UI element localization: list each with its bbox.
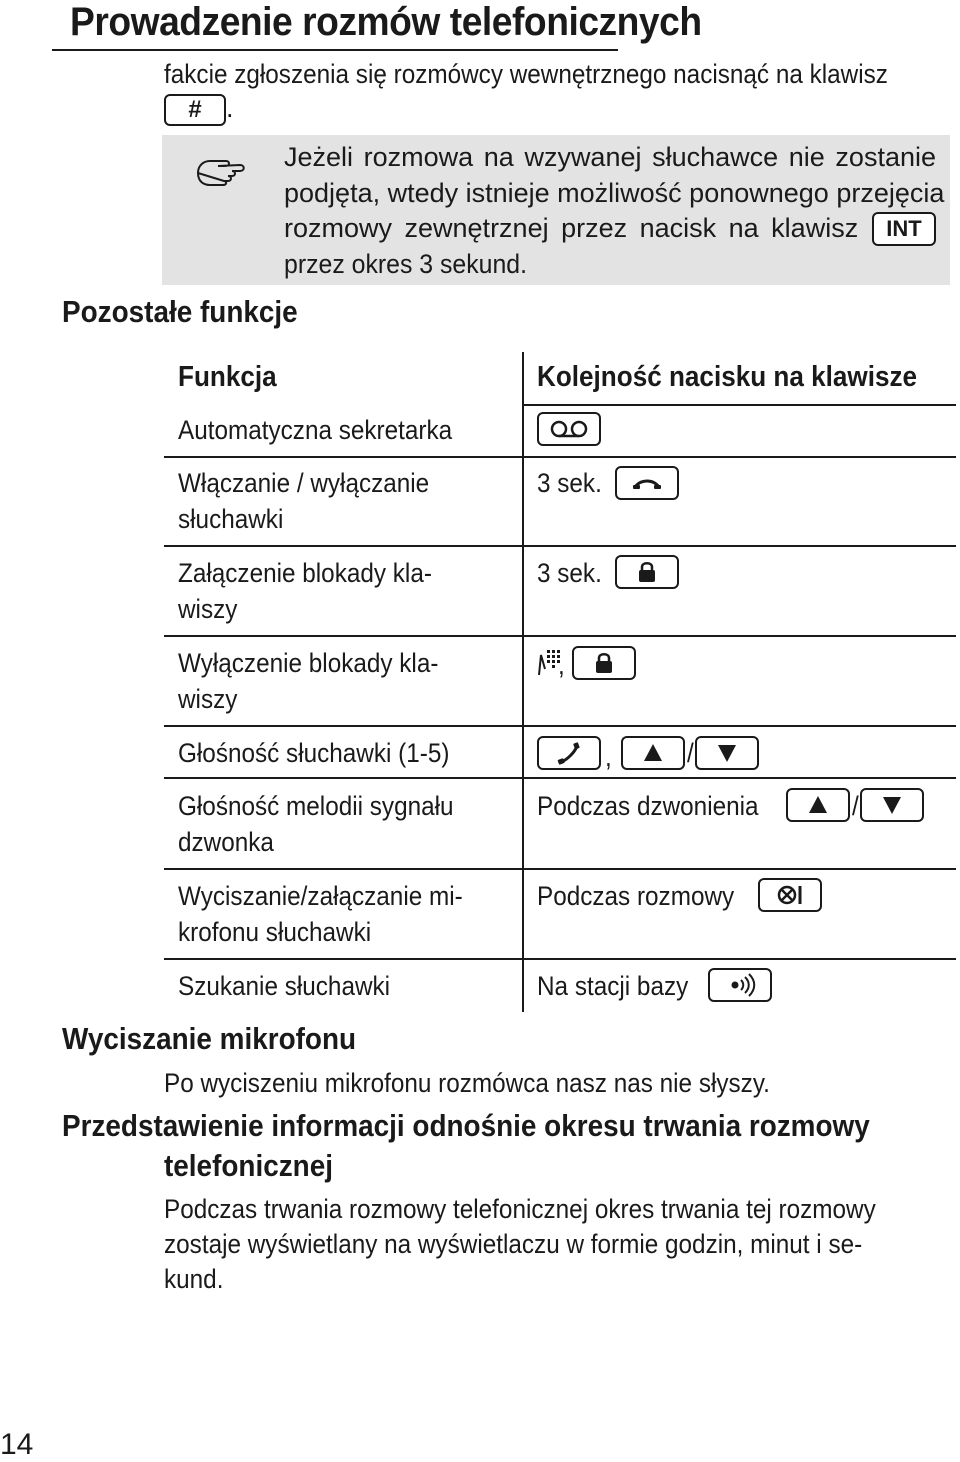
arrow-up-icon [623,738,683,768]
row-rule [164,868,956,870]
duration-text-line-3: kund. [164,1264,224,1294]
mute-microphone-icon [760,880,820,910]
section-heading-duration-cont: telefonicznej [164,1148,333,1183]
duration-text-line-1: Podczas trwania rozmowy telefonicznej okres trwania tej rozmowy [164,1194,876,1224]
int-key: INT [872,212,936,246]
paging-key [708,968,772,1002]
row-function: Wyciszanie/załączanie mi- [178,881,463,911]
table-header-function: Funkcja [178,361,277,393]
answering-machine-key [537,412,601,446]
row-sequence: Podczas dzwonienia [537,791,759,821]
arrow-down-icon [697,738,757,768]
row-function-cont: wiszy [178,594,238,624]
section-heading-other-functions: Pozostałe funkcje [62,294,298,329]
row-separator: / [687,738,694,768]
row-sequence: , [605,742,612,772]
lock-key [615,555,679,589]
row-rule [164,635,956,637]
intro-key-line [164,93,234,126]
note-line-2: podjęta, wtedy istnieje możliwość ponownego przejęcia [284,177,945,208]
row-function: Głośność melodii sygnału [178,791,454,821]
page-number: 14 [0,1428,34,1461]
row-function-cont: słuchawki [178,504,284,534]
row-rule [164,456,956,458]
row-function: Automatyczna sekretarka [178,415,453,445]
intro-text: fakcie zgłoszenia się rozmówcy wewnętrznego nacisnąć na klawisz [164,59,888,89]
note-line-3-text: rozmowy zewnętrznej przez nacisk na klawisz [284,213,859,243]
row-function-cont: krofonu słuchawki [178,917,372,947]
row-rule [164,958,956,960]
lock-key [572,646,636,680]
mute-text: Po wyciszeniu mikrofonu rozmówca nasz nas nie słyszy. [164,1068,770,1098]
answering-machine-icon [539,414,599,444]
row-function: Głośność słuchawki (1-5) [178,738,450,768]
arrow-up-key [786,788,850,822]
paging-icon [710,970,770,1000]
row-sequence: Na stacji bazy [537,971,689,1001]
lock-icon [574,648,634,678]
arrow-up-icon [788,790,848,820]
row-rule [164,777,956,779]
hash-key: # [164,94,226,126]
row-sequence: , [558,650,565,680]
table-divider [522,352,524,1012]
duration-text-line-2: zostaje wyświetlany na wyświetlaczu w formie godzin, minut i se- [164,1229,863,1259]
note-line-3 [284,211,936,247]
table-header-key-sequence: Kolejność nacisku na klawisze [537,361,918,393]
row-function: Załączenie blokady kla- [178,558,432,588]
hang-up-icon [617,468,677,498]
arrow-down-key [860,788,924,822]
note-text [284,140,945,282]
intro-period: . [226,93,234,123]
talk-key [537,736,601,770]
hang-up-key [615,466,679,500]
row-function: Włączanie / wyłączanie [178,468,430,498]
arrow-down-key [695,736,759,770]
section-heading-duration: Przedstawienie informacji odnośnie okresu trwania rozmowy [62,1108,870,1143]
row-rule [164,545,956,547]
title-underline [52,49,618,51]
arrow-down-icon [862,790,922,820]
row-rule [164,725,956,727]
note-line-1: Jeżeli rozmowa na wzywanej słuchawce nie zostanie [284,142,936,172]
row-sequence: 3 sek. [537,558,602,588]
row-function: Szukanie słuchawki [178,971,391,1001]
talk-icon [539,738,599,768]
row-function: Wyłączenie blokady kla- [178,648,439,678]
pointing-hand-icon [196,153,248,187]
mute-key [758,878,822,912]
row-sequence: 3 sek. [537,468,602,498]
row-function-cont: wiszy [178,684,238,714]
note-line-4: przez okres 3 sekund. [284,248,528,279]
section-heading-mute: Wyciszanie mikrofonu [62,1021,357,1056]
page-title: Prowadzenie rozmów telefonicznych [70,0,702,44]
row-sequence: Podczas rozmowy [537,881,735,911]
arrow-up-key [621,736,685,770]
lock-icon [617,557,677,587]
row-function-cont: dzwonka [178,827,274,857]
row-separator: / [852,791,859,821]
table-header-rule [522,404,956,406]
